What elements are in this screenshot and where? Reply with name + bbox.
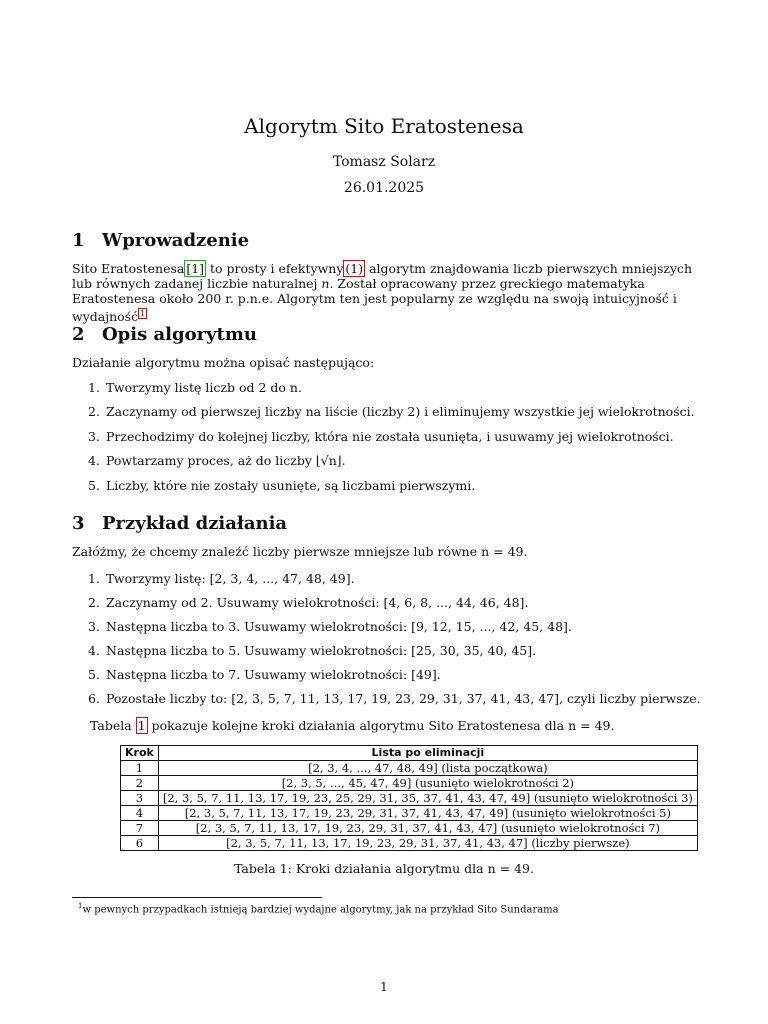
section-heading-3	[72, 513, 287, 534]
footnote-link[interactable]: 1	[140, 309, 146, 318]
page-number: 1	[380, 980, 388, 994]
table-row: 4 [2, 3, 5, 7, 11, 13, 17, 19, 23, 29, 31, 37, 41, 43, 47, 49] (usunięto wielokrotności 5)	[121, 806, 698, 821]
list-item: 6. Pozostałe liczby to: [2, 3, 5, 7, 11, 13, 17, 19, 23, 29, 31, 37, 41, 43, 47], czyli liczby pierwsze.	[88, 691, 701, 706]
citation-link[interactable]: (1)	[345, 261, 364, 276]
table-row: 7 [2, 3, 5, 7, 11, 13, 17, 19, 23, 29, 31, 37, 41, 43, 47] (usunięto wielokrotności 7)	[121, 821, 698, 836]
table-caption: Tabela 1: Kroki działania algorytmu dla n = 49.	[234, 861, 534, 876]
section-title: Przykład działania	[102, 513, 288, 534]
table-header-row	[121, 746, 698, 761]
table-reference-paragraph: Tabela 1 pokazuje kolejne kroki działania algorytmu Sito Eratostenesa dla n = 49.	[90, 718, 615, 733]
table-row: 6 [2, 3, 5, 7, 11, 13, 17, 19, 23, 29, 31, 37, 41, 43, 47] (liczby pierwsze)	[121, 836, 698, 851]
desc-lead: Działanie algorytmu można opisać następująco:	[72, 355, 375, 370]
section-number: 1	[72, 230, 85, 251]
list-item: 4. Następna liczba to 5. Usuwamy wielokrotności: [25, 30, 35, 40, 45].	[88, 643, 537, 658]
document-author: Tomasz Solarz	[332, 154, 436, 170]
list-item: 1. Tworzymy listę: [2, 3, 4, ..., 47, 48, 49].	[88, 571, 355, 586]
table-row: 1 [2, 3, 4, ..., 47, 48, 49] (lista początkowa)	[121, 761, 698, 776]
section-number: 3	[72, 513, 85, 534]
section-title: Wprowadzenie	[102, 230, 250, 251]
column-header-list: Lista po eliminacji	[158, 746, 697, 761]
list-item: 2. Zaczynamy od pierwszej liczby na liście (liczby 2) i eliminujemy wszystkie jej wielokrotności.	[88, 404, 695, 419]
elimination-table	[120, 745, 693, 851]
section-heading-1	[72, 230, 249, 251]
document-title: Algorytm Sito Eratostenesa	[244, 114, 524, 138]
list-item: 3. Następna liczba to 3. Usuwamy wielokrotności: [9, 12, 15, ..., 42, 45, 48].	[88, 619, 572, 634]
document-date: 26.01.2025	[343, 180, 425, 196]
section-title: Opis algorytmu	[102, 324, 257, 345]
table-row: 2 [2, 3, 5, ..., 45, 47, 49] (usunięto wielokrotności 2)	[121, 776, 698, 791]
footnote: $^1$w pewnych przypadkach istnieją bardziej wydajne algorytmy, jak na przykład Sito Sundarama	[78, 902, 559, 916]
footnote-divider	[72, 897, 322, 898]
list-item: 5. Następna liczba to 7. Usuwamy wielokrotności: [49].	[88, 667, 441, 682]
table-link[interactable]: 1	[137, 718, 146, 733]
citation-link[interactable]: [1]	[186, 261, 205, 276]
section-number: 2	[72, 324, 85, 345]
section-heading-2	[72, 324, 257, 345]
table-row: 3 [2, 3, 5, 7, 11, 13, 17, 19, 23, 25, 29, 31, 35, 37, 41, 43, 47, 49] (usunięto wielokrotności 3)	[121, 791, 698, 806]
column-header-step: Krok	[121, 746, 159, 761]
list-item: 3. Przechodzimy do kolejnej liczby, która nie została usunięta, i usuwamy jej wielokrotności.	[88, 429, 674, 444]
list-item: 5. Liczby, które nie zostały usunięte, są liczbami pierwszymi.	[88, 478, 476, 493]
list-item: 1. Tworzymy listę liczb od 2 do n.	[88, 380, 302, 395]
list-item: 2. Zaczynamy od 2. Usuwamy wielokrotności: [4, 6, 8, ..., 44, 46, 48].	[88, 595, 529, 610]
list-item: 4. Powtarzamy proces, aż do liczby ⌊√n⌋.	[88, 453, 346, 468]
intro-paragraph: Sito Eratostenesa [1] to prosty i efektywny (1) algorytm znajdowania liczb pierwszych mniejszych lub równych zadanej liczbie naturalnej n. Został opracowany przez greckiego matematyka Eratostenesa około 200 r. p.n.e. Algorytm ten jest popularny ze względu na swoją intuicyjność i wydajność $^1$	[72, 261, 693, 325]
example-lead: Załóżmy, że chcemy znaleźć liczby pierwsze mniejsze lub równe n = 49.	[72, 544, 528, 559]
